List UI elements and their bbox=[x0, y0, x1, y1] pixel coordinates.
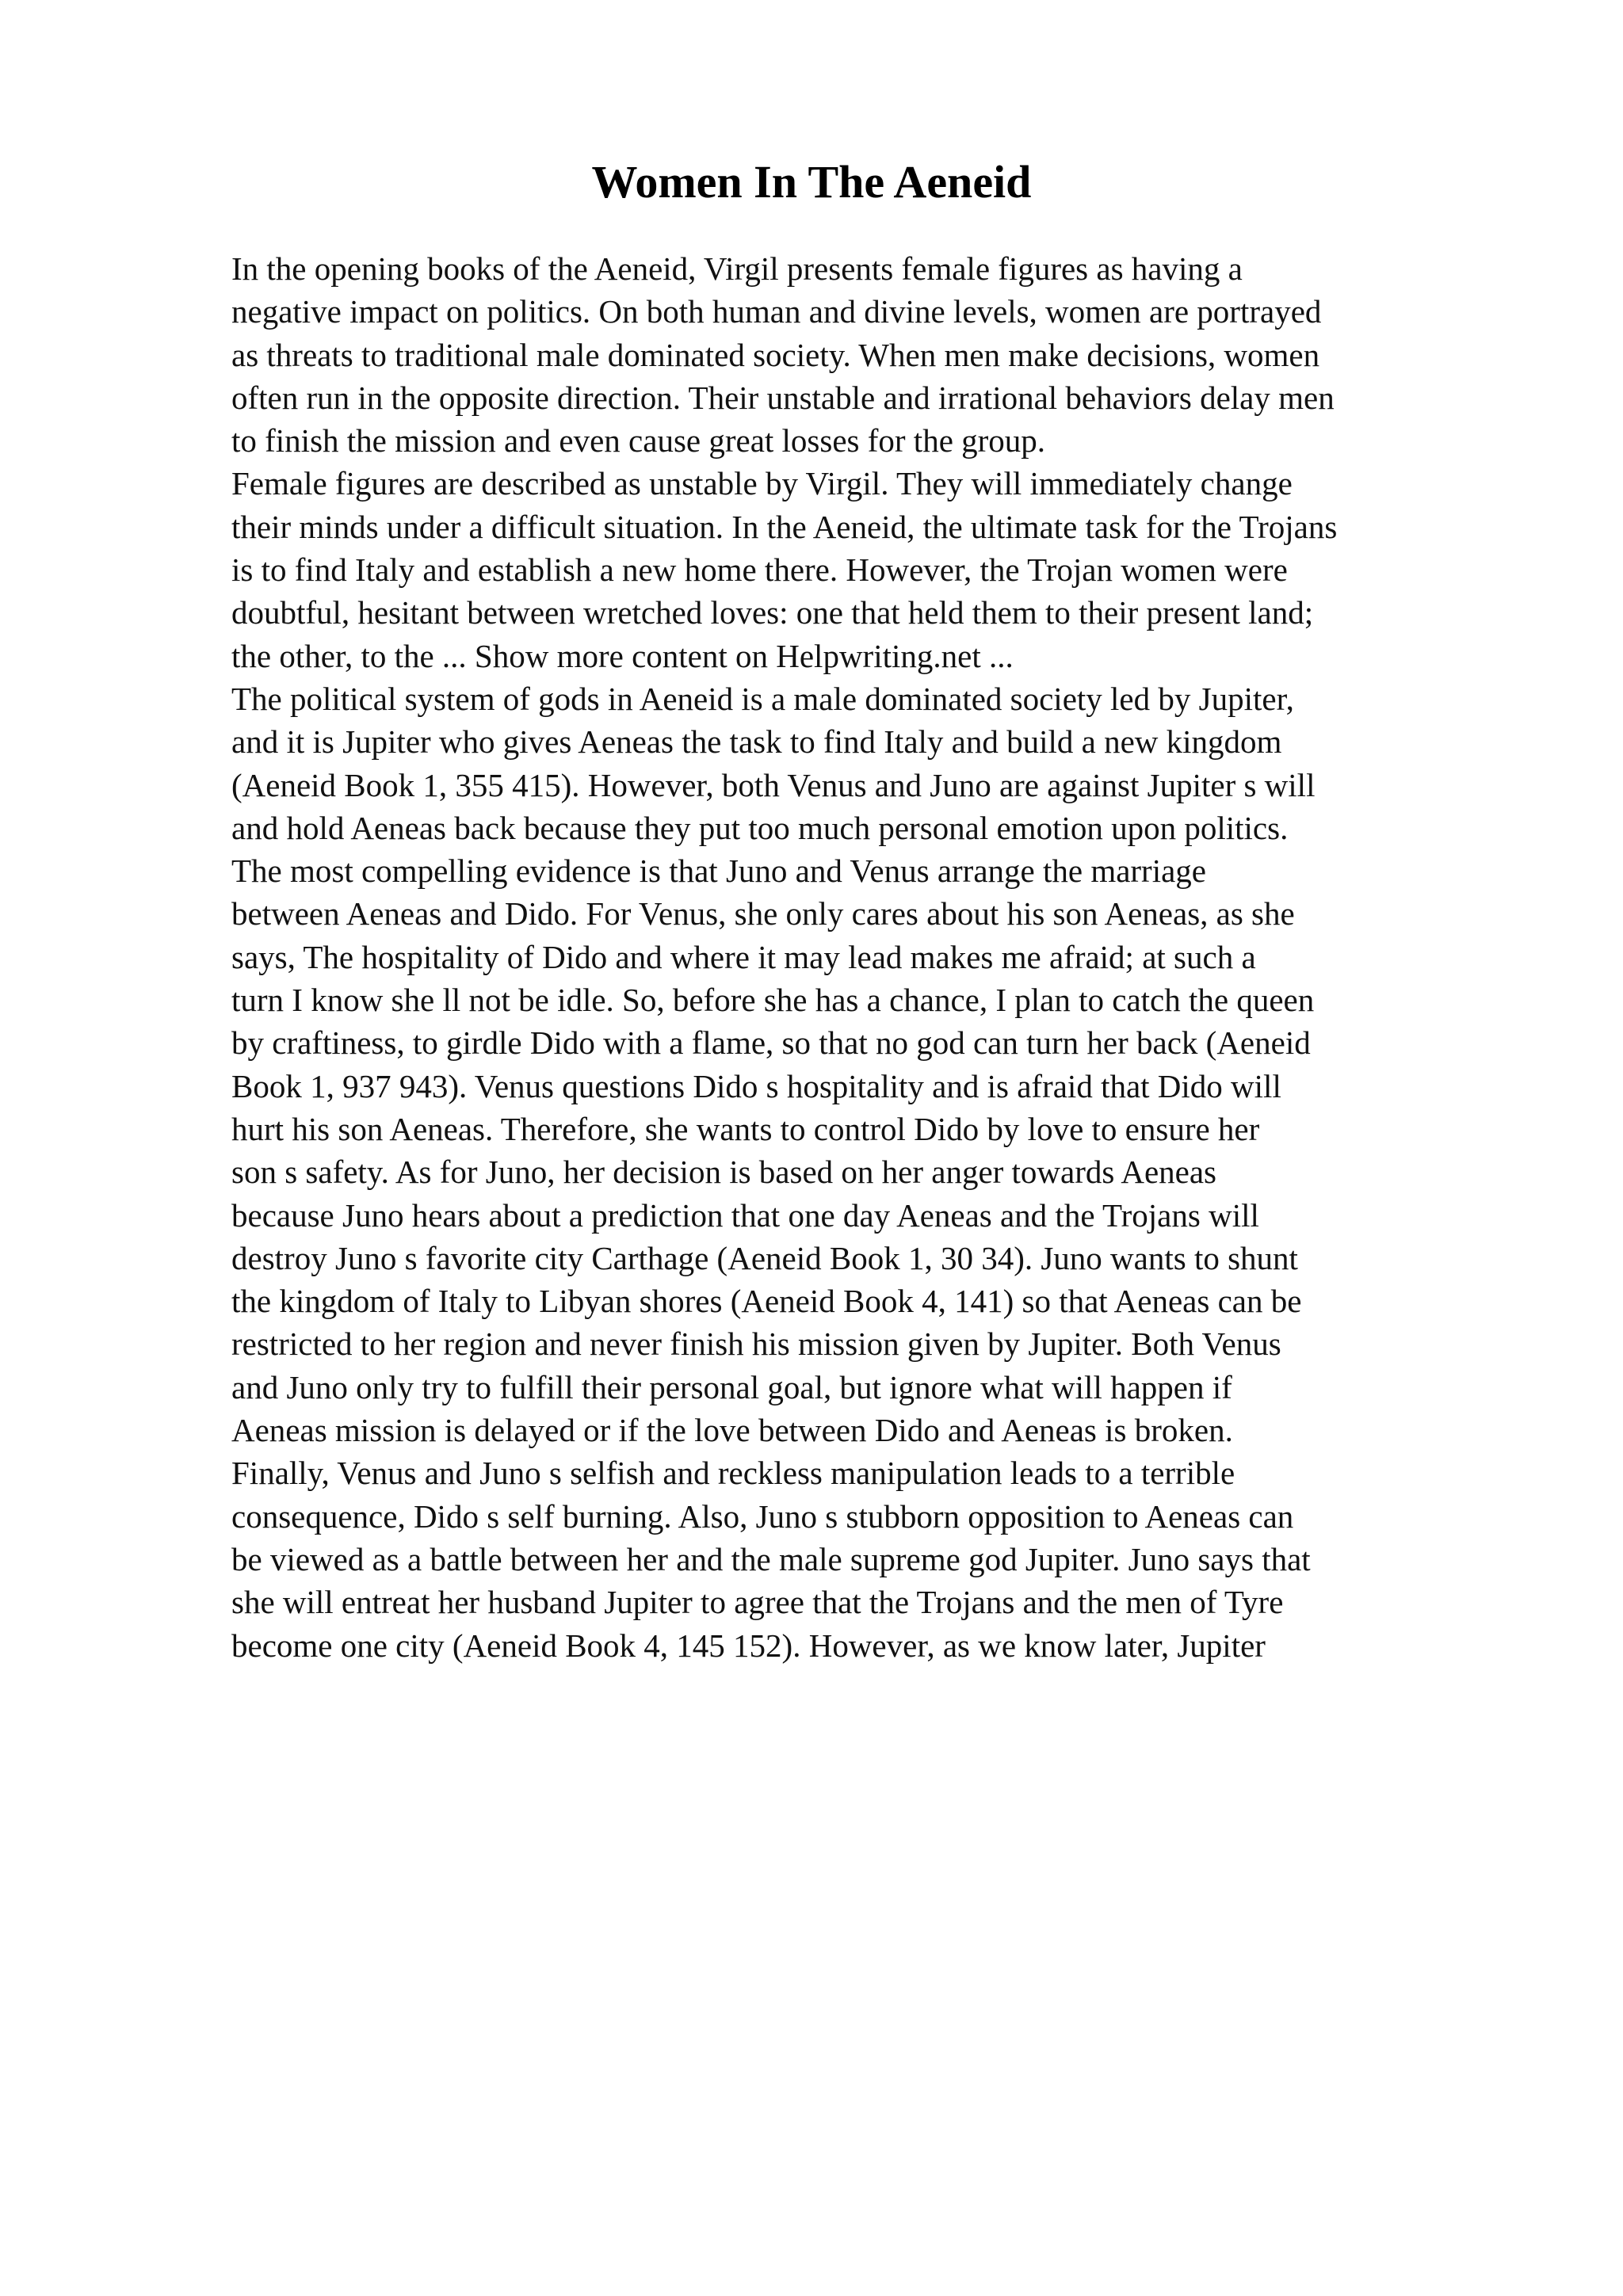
text-line: Aeneas mission is delayed or if the love between Dido and Aeneas is broken. bbox=[231, 1412, 1233, 1449]
text-line: Finally, Venus and Juno s selfish and reckless manipulation leads to a terrible bbox=[231, 1455, 1235, 1492]
text-line: says, The hospitality of Dido and where it may lead makes me afraid; at such a bbox=[231, 938, 1256, 975]
text-line: son s safety. As for Juno, her decision is based on her anger towards Aeneas bbox=[231, 1154, 1216, 1191]
text-line: hurt his son Aeneas. Therefore, she wants to control Dido by love to ensure her bbox=[231, 1110, 1260, 1147]
text-line: their minds under a difficult situation. In the Aeneid, the ultimate task for the Trojans bbox=[231, 508, 1338, 545]
text-line: restricted to her region and never finish his mission given by Jupiter. Both Venus bbox=[231, 1325, 1281, 1363]
text-line: as threats to traditional male dominated society. When men make decisions, women bbox=[231, 336, 1320, 373]
text-line: doubtful, hesitant between wretched loves: one that held them to their present land; bbox=[231, 594, 1314, 631]
text-line: turn I know she ll not be idle. So, before she has a chance, I plan to catch the queen bbox=[231, 982, 1315, 1019]
text-line: and hold Aeneas back because they put too much personal emotion upon politics. bbox=[231, 809, 1289, 846]
text-line: become one city (Aeneid Book 4, 145 152). However, as we know later, Jupiter bbox=[231, 1627, 1266, 1664]
text-line: and it is Jupiter who gives Aeneas the task to find Italy and build a new kingdom bbox=[231, 723, 1282, 761]
text-line: Book 1, 937 943). Venus questions Dido s hospitality and is afraid that Dido will bbox=[231, 1067, 1281, 1104]
text-line: destroy Juno s favorite city Carthage (Aeneid Book 1, 30 34). Juno wants to shunt bbox=[231, 1239, 1298, 1276]
text-line: In the opening books of the Aeneid, Virgil presents female figures as having a bbox=[231, 250, 1243, 287]
text-line: The political system of gods in Aeneid is a male dominated society led by Jupiter, bbox=[231, 680, 1294, 717]
text-line: is to find Italy and establish a new home there. However, the Trojan women were bbox=[231, 551, 1288, 589]
text-line: and Juno only try to fulfill their personal goal, but ignore what will happen if bbox=[231, 1368, 1232, 1405]
text-line: The most compelling evidence is that Juno and Venus arrange the marriage bbox=[231, 852, 1206, 890]
text-line: the other, to the ... Show more content on Helpwriting.net ... bbox=[231, 637, 1014, 674]
text-line: between Aeneas and Dido. For Venus, she only cares about his son Aeneas, as she bbox=[231, 895, 1295, 933]
text-line: she will entreat her husband Jupiter to agree that the Trojans and the men of Tyre bbox=[231, 1584, 1284, 1621]
text-line: the kingdom of Italy to Libyan shores (Aeneid Book 4, 141) so that Aeneas can be bbox=[231, 1283, 1302, 1320]
text-line: (Aeneid Book 1, 355 415). However, both Venus and Juno are against Jupiter s will bbox=[231, 766, 1316, 803]
document-title: Women In The Aeneid bbox=[591, 156, 1032, 208]
text-line: because Juno hears about a prediction that one day Aeneas and the Trojans will bbox=[231, 1196, 1259, 1234]
document-body bbox=[231, 247, 1515, 1667]
text-line: consequence, Dido s self burning. Also, Juno s stubborn opposition to Aeneas can bbox=[231, 1497, 1294, 1535]
text-line: to finish the mission and even cause great losses for the group. bbox=[231, 422, 1046, 460]
text-line: by craftiness, to girdle Dido with a flame, so that no god can turn her back (Aeneid bbox=[231, 1024, 1311, 1062]
text-line: be viewed as a battle between her and the male supreme god Jupiter. Juno says that bbox=[231, 1540, 1311, 1577]
text-line: often run in the opposite direction. Their unstable and irrational behaviors delay men bbox=[231, 379, 1335, 416]
text-line: negative impact on politics. On both human and divine levels, women are portrayed bbox=[231, 293, 1322, 330]
text-line: Female figures are described as unstable by Virgil. They will immediately change bbox=[231, 465, 1293, 502]
